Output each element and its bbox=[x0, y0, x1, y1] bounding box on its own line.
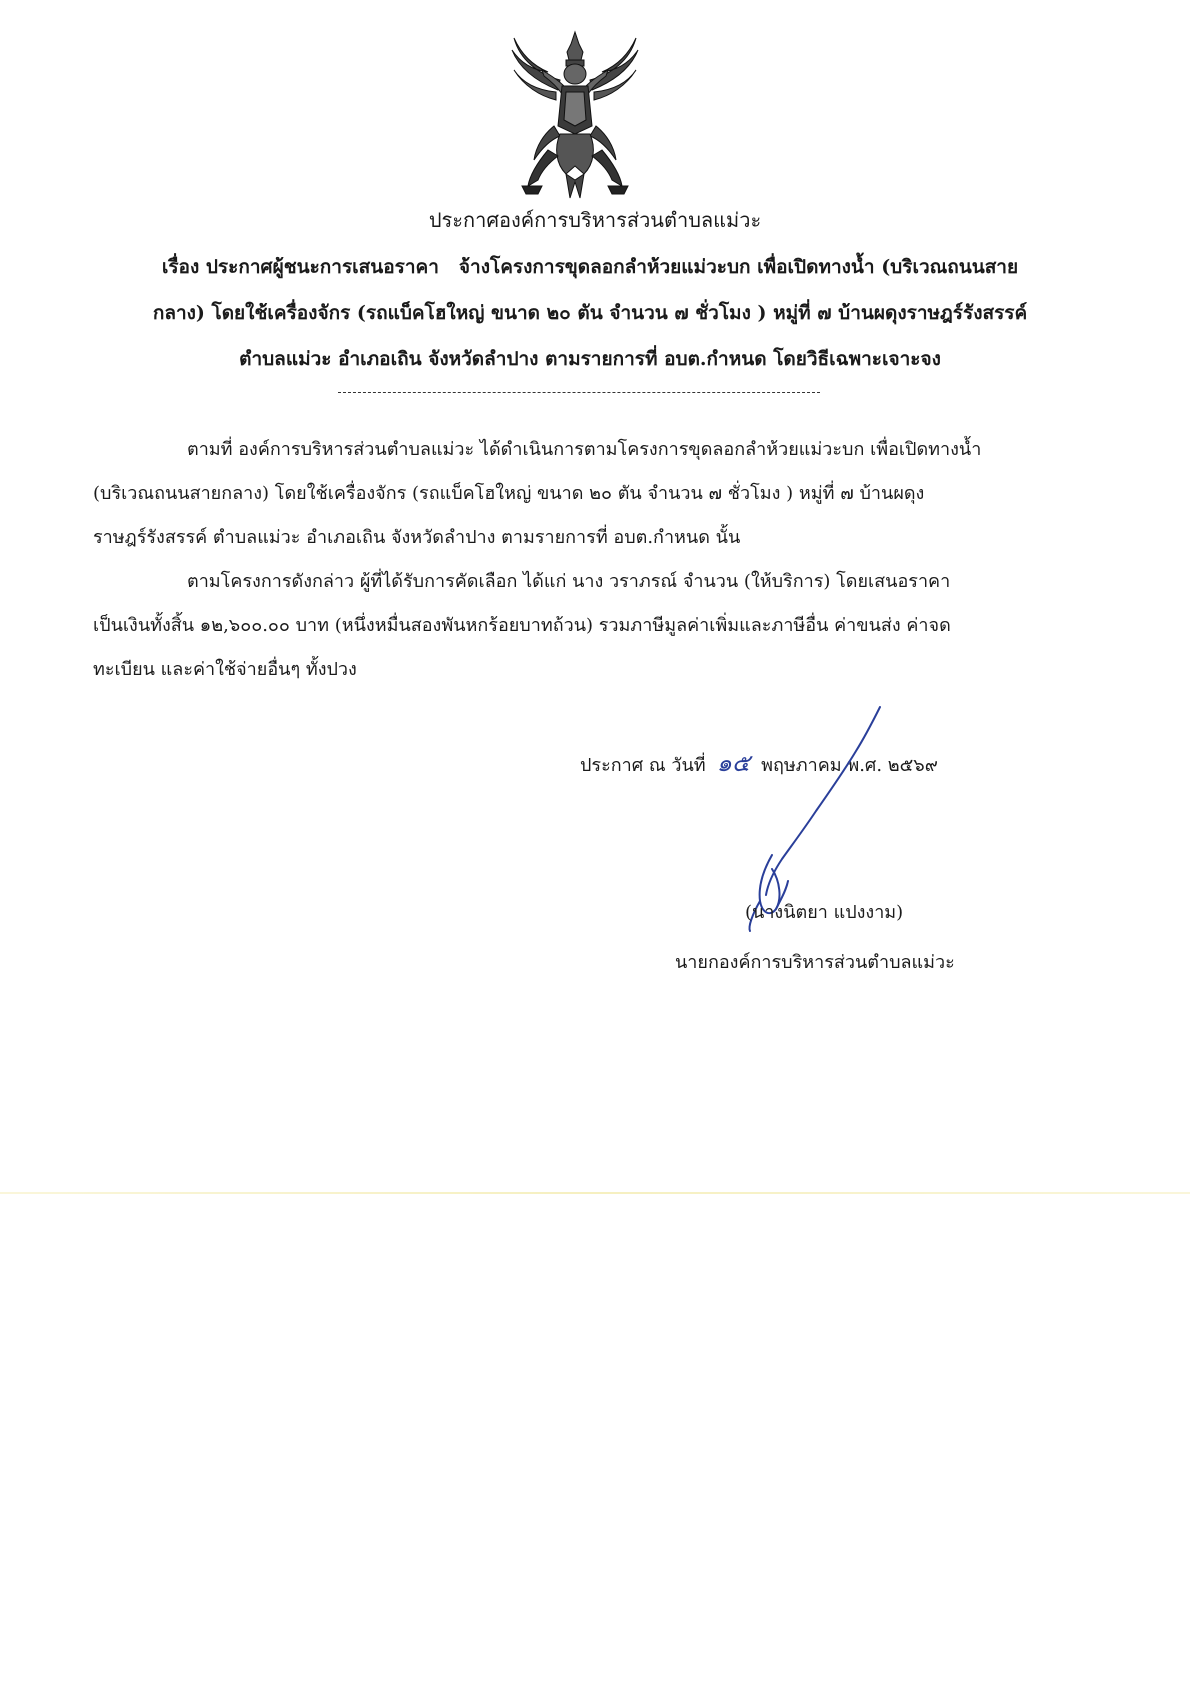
org-title: ประกาศองค์การบริหารส่วนตำบลแม่วะ bbox=[428, 208, 762, 232]
garuda-emblem-icon bbox=[508, 30, 642, 202]
date-prefix: ประกาศ ณ วันที่ bbox=[580, 755, 706, 776]
paragraph-line: (บริเวณถนนสายกลาง) โดยใช้เครื่องจักร (รถแบ็คโฮใหญ่ ขนาด ๒๐ ตัน จำนวน ๗ ชั่วโมง ) หมู่ที่ ๗ บ้านผดุง bbox=[93, 483, 925, 504]
paragraph-line: เป็นเงินทั้งสิ้น ๑๒,๖๐๐.๐๐ บาท (หนึ่งหมื่นสองพันหกร้อยบาทถ้วน) รวมภาษีมูลค่าเพิ่มและภาษีอื่น ค่าขนส่ง ค่าจด bbox=[93, 615, 951, 636]
body-paragraph-1 bbox=[93, 428, 1093, 560]
subject-line-3: ตำบลแม่วะ อำเภอเถิน จังหวัดลำปาง ตามรายการที่ อบต.กำหนด โดยวิธีเฉพาะเจาะจง bbox=[239, 348, 941, 370]
subject-block bbox=[90, 244, 1090, 382]
dashed-divider bbox=[338, 392, 820, 393]
date-month-year: พฤษภาคม พ.ศ. ๒๕๖๙ bbox=[761, 755, 938, 776]
scan-artifact-line bbox=[0, 1192, 1190, 1194]
signer-name: (นางนิตยา แปงงาม) bbox=[745, 902, 904, 923]
subject-line-1 bbox=[90, 244, 1090, 290]
subject-label: เรื่อง ประกาศผู้ชนะการเสนอราคา bbox=[161, 256, 439, 278]
paragraph-line: ตามโครงการดังกล่าว ผู้ที่ได้รับการคัดเลือก ได้แก่ นาง วราภรณ์ จำนวน (ให้บริการ) โดยเสนอราคา bbox=[187, 571, 951, 592]
body-paragraph-2 bbox=[93, 560, 1093, 692]
handwritten-day: ๑๕ bbox=[716, 749, 751, 777]
signer-position: นายกองค์การบริหารส่วนตำบลแม่วะ bbox=[675, 952, 955, 973]
subject-line-2: กลาง) โดยใช้เครื่องจักร (รถแบ็คโฮใหญ่ ขนาด ๒๐ ตัน จำนวน ๗ ชั่วโมง ) หมู่ที่ ๗ บ้านผดุงราษฎร์รังสรรค์ bbox=[152, 302, 1028, 324]
paragraph-line: ทะเบียน และค่าใช้จ่ายอื่นๆ ทั้งปวง bbox=[93, 659, 357, 680]
paragraph-line: ตามที่ องค์การบริหารส่วนตำบลแม่วะ ได้ดำเนินการตามโครงการขุดลอกลำห้วยแม่วะบก เพื่อเปิดทางน้ำ bbox=[187, 439, 982, 460]
subject-line-1-text: จ้างโครงการขุดลอกลำห้วยแม่วะบก เพื่อเปิดทางน้ำ (บริเวณถนนสาย bbox=[458, 256, 1019, 278]
paragraph-line: ราษฎร์รังสรรค์ ตำบลแม่วะ อำเภอเถิน จังหวัดลำปาง ตามรายการที่ อบต.กำหนด นั้น bbox=[93, 527, 741, 548]
